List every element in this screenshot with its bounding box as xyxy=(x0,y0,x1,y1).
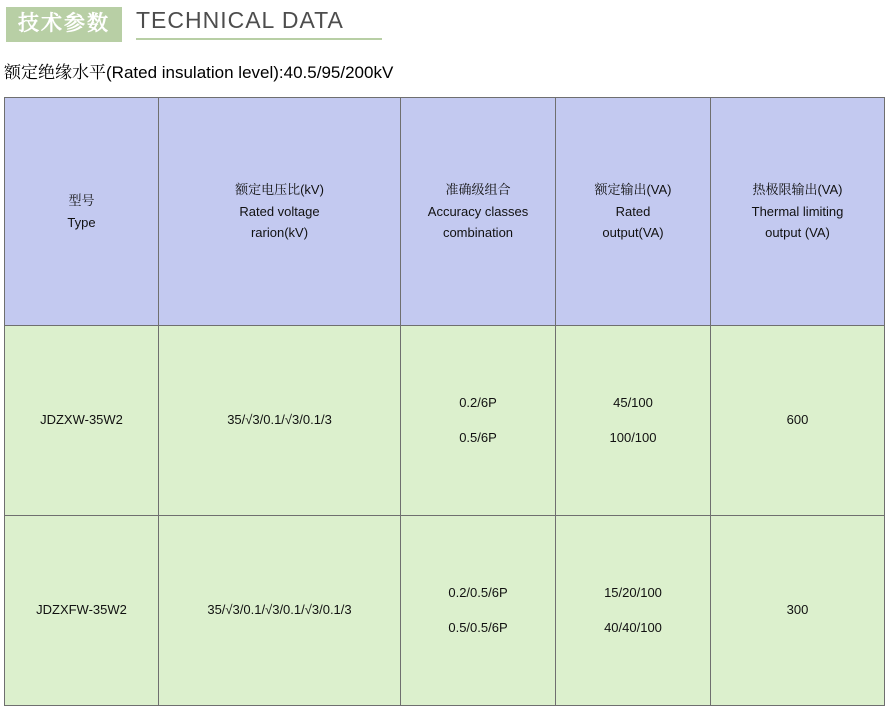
column-header-accuracy xyxy=(401,98,556,326)
column-header-type-cn: 型号 xyxy=(68,193,95,209)
cell-rated-output-line-2: 40/40/100 xyxy=(604,619,662,635)
cell-rated-output-line-1: 15/20/100 xyxy=(604,584,662,600)
section-title-en: TECHNICAL DATA xyxy=(136,7,344,33)
column-header-accuracy-en2: combination xyxy=(442,225,514,241)
column-header-thermal-output-cn: 热极限输出(VA) xyxy=(752,182,843,198)
cell-accuracy-line-1: 0.2/0.5/6P xyxy=(448,584,508,600)
cell-type: JDZXFW-35W2 xyxy=(5,516,159,706)
cell-thermal-output: 600 xyxy=(711,326,885,516)
section-title-en-wrap xyxy=(136,7,382,42)
cell-type: JDZXW-35W2 xyxy=(5,326,159,516)
cell-accuracy xyxy=(401,326,556,516)
cell-thermal-output: 300 xyxy=(711,516,885,706)
cell-rated-output-line-1: 45/100 xyxy=(613,394,653,410)
column-header-rated-output xyxy=(556,98,711,326)
column-header-thermal-output-en: Thermal limiting xyxy=(751,203,844,219)
column-header-thermal-output-en2: output (VA) xyxy=(765,225,830,241)
column-header-type-en: Type xyxy=(67,214,96,230)
cell-accuracy-line-2: 0.5/6P xyxy=(459,429,497,445)
table-header xyxy=(5,98,885,326)
spec-table xyxy=(4,97,885,706)
cell-accuracy xyxy=(401,516,556,706)
column-header-rated-output-en: Rated xyxy=(615,203,651,219)
column-header-type xyxy=(5,98,159,326)
spec-table-wrap xyxy=(0,97,890,706)
column-header-accuracy-cn: 准确级组合 xyxy=(445,182,511,198)
column-header-rated-output-en2: output(VA) xyxy=(602,225,664,241)
cell-accuracy-line-2: 0.5/0.5/6P xyxy=(448,619,508,635)
table-row xyxy=(5,326,885,516)
column-header-accuracy-en: Accuracy classes xyxy=(427,203,529,219)
table-header-row xyxy=(5,98,885,326)
cell-accuracy-line-1: 0.2/6P xyxy=(459,394,497,410)
cell-rated-output xyxy=(556,516,711,706)
column-header-ratio xyxy=(159,98,401,326)
cell-rated-output-line-2: 100/100 xyxy=(609,429,657,445)
column-header-rated-output-cn: 额定输出(VA) xyxy=(594,182,672,198)
column-header-thermal-output xyxy=(711,98,885,326)
section-header xyxy=(0,0,890,42)
cell-ratio: 35/√3/0.1/√3/0.1/3 xyxy=(159,326,401,516)
column-header-ratio-cn: 额定电压比(kV) xyxy=(235,182,324,198)
insulation-level-text: 额定绝缘水平(Rated insulation level):40.5/95/200kV xyxy=(4,63,394,82)
section-title-cn: 技术参数 xyxy=(6,7,122,42)
column-header-ratio-en2: rarion(kV) xyxy=(250,225,309,241)
table-body xyxy=(5,326,885,706)
header-underline xyxy=(136,38,382,40)
cell-ratio: 35/√3/0.1/√3/0.1/√3/0.1/3 xyxy=(159,516,401,706)
table-row xyxy=(5,516,885,706)
cell-rated-output xyxy=(556,326,711,516)
column-header-ratio-en: Rated voltage xyxy=(239,203,320,219)
